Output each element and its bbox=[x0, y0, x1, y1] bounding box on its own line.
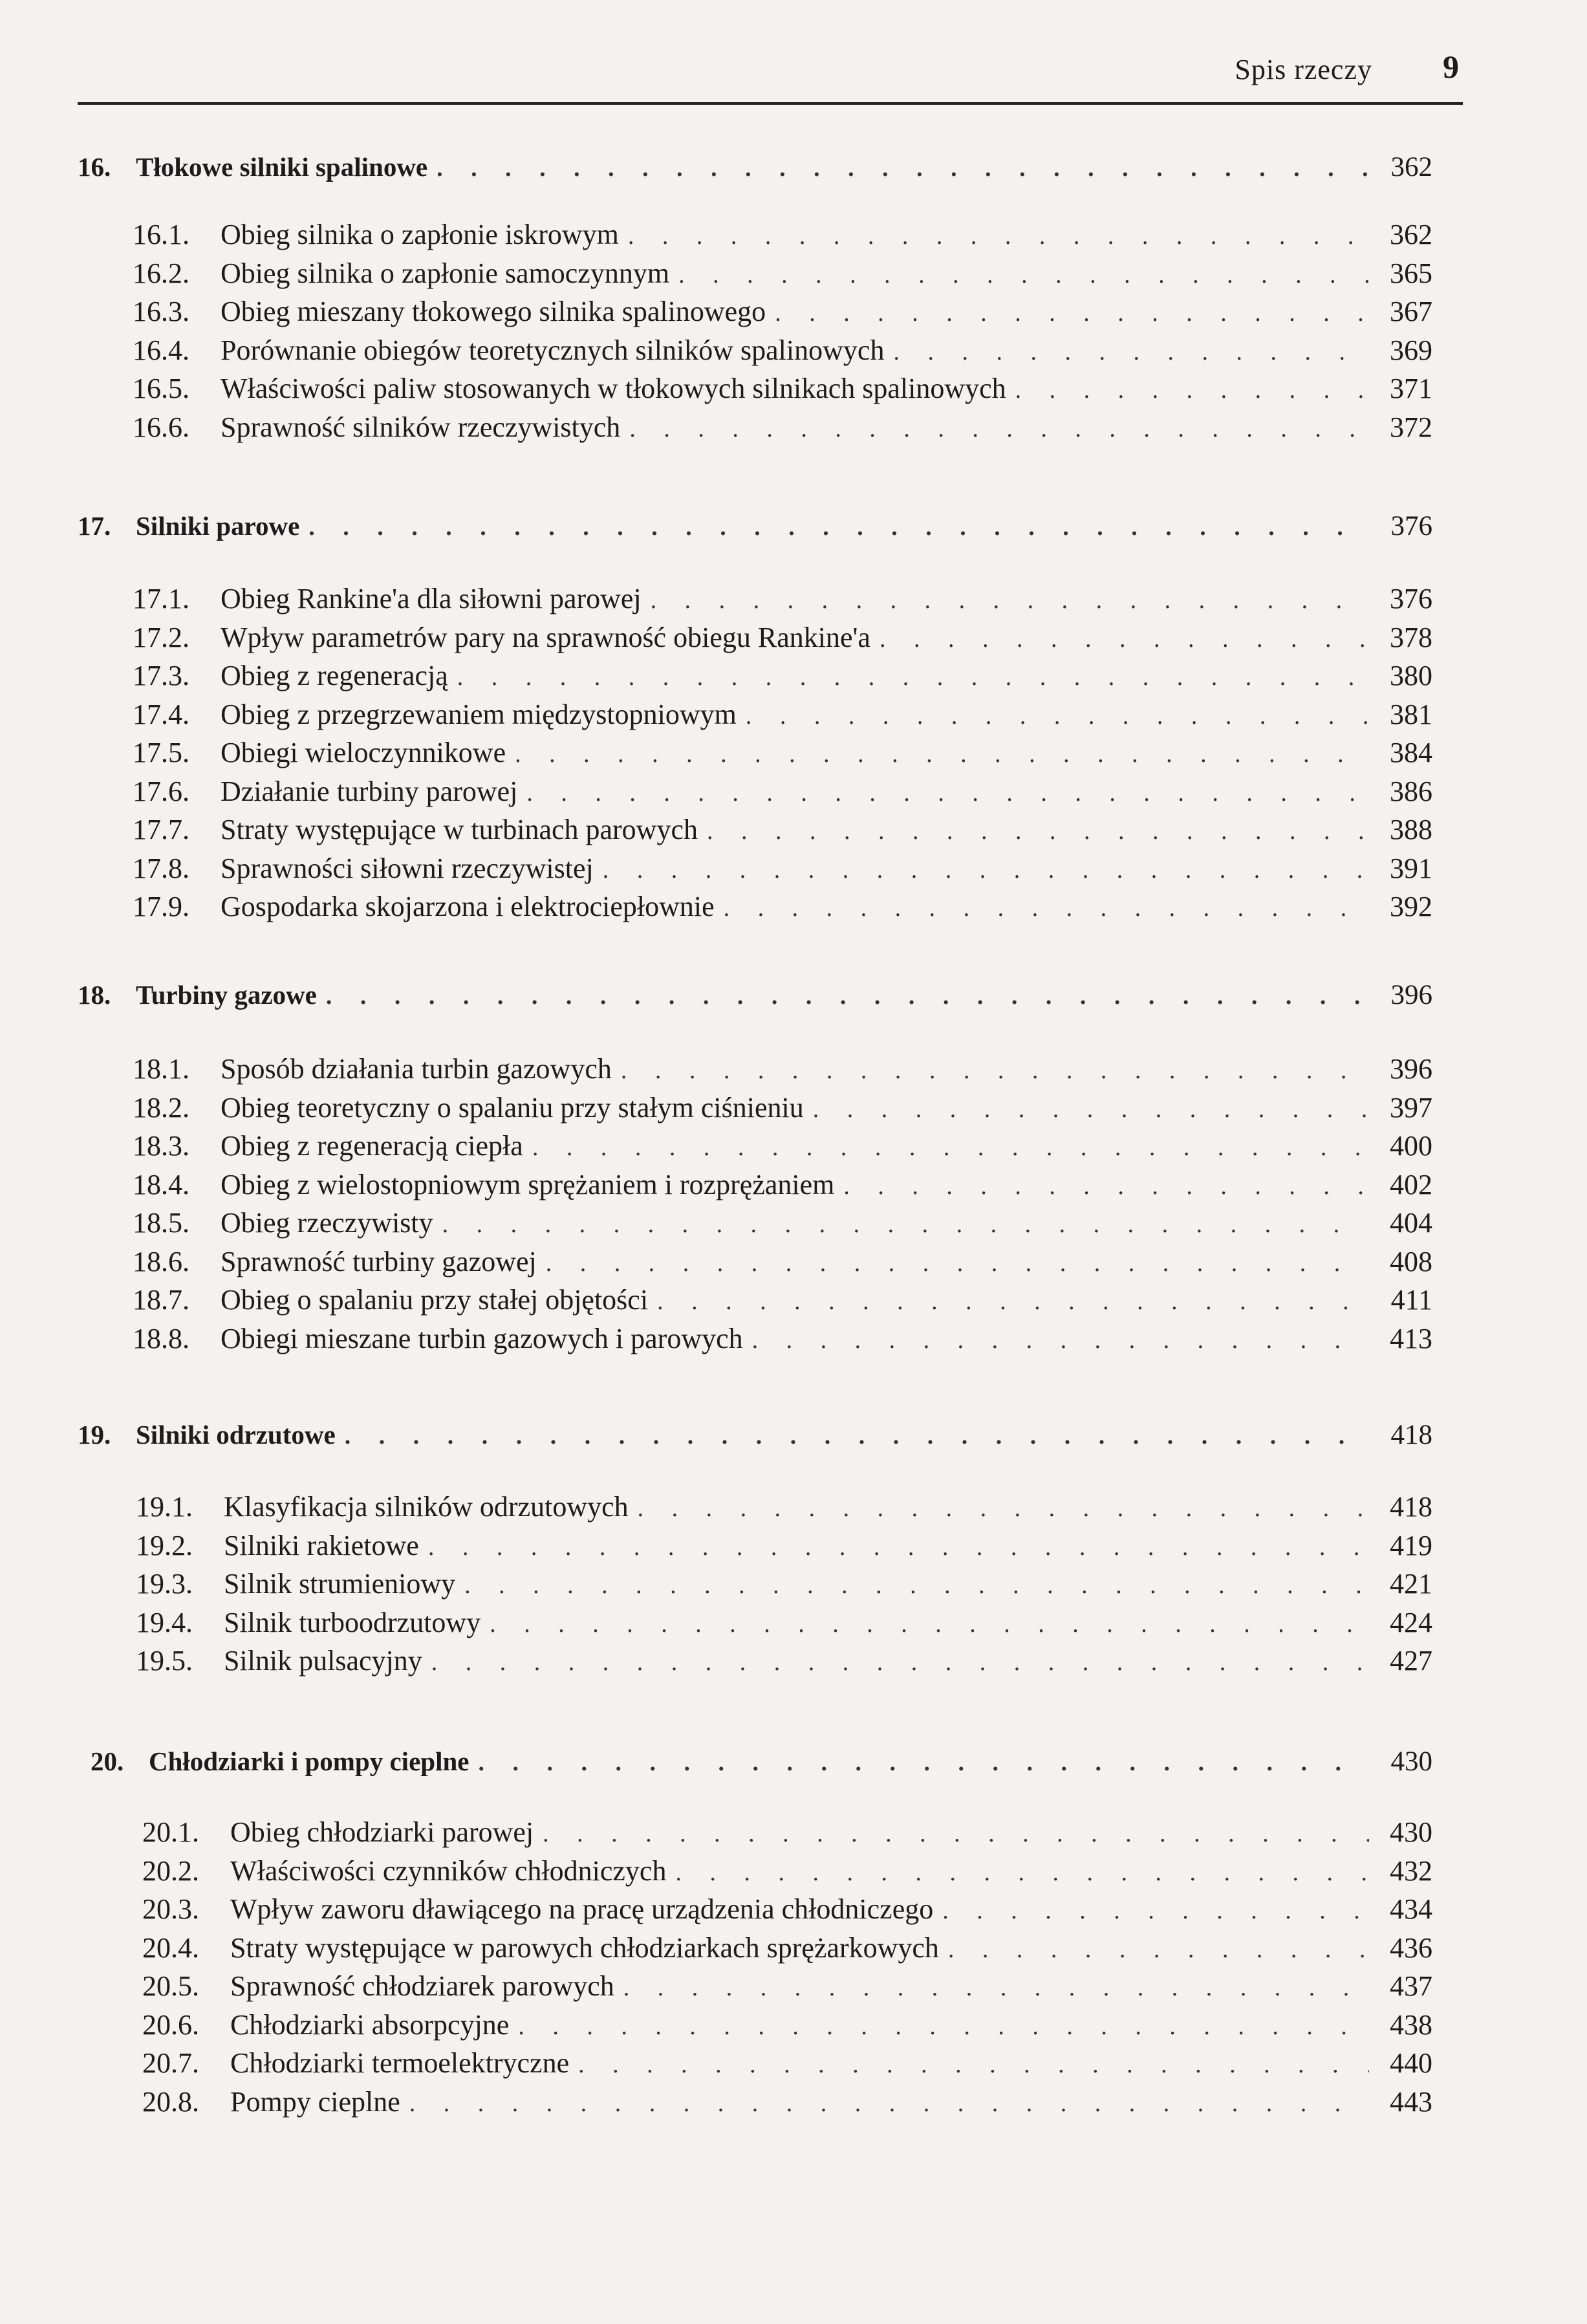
toc-section-page: 365 bbox=[1390, 257, 1432, 289]
toc-section bbox=[136, 1605, 1432, 1641]
toc-section-page: 437 bbox=[1390, 1970, 1432, 2002]
dot-leader bbox=[409, 2085, 1369, 2122]
toc-section-title: Działanie turbiny parowej bbox=[221, 776, 518, 807]
toc-section-number: 17.2. bbox=[133, 622, 189, 653]
dot-leader bbox=[578, 2047, 1369, 2083]
dot-leader bbox=[707, 813, 1369, 849]
dot-leader bbox=[457, 659, 1369, 695]
toc-section bbox=[133, 851, 1432, 887]
toc-chapter bbox=[78, 1417, 1432, 1453]
dot-leader bbox=[948, 1931, 1369, 1968]
toc-section-number: 17.8. bbox=[133, 852, 189, 884]
toc-section-number: 18.7. bbox=[133, 1284, 189, 1316]
toc-section bbox=[142, 2007, 1432, 2043]
dot-leader bbox=[893, 334, 1369, 370]
dot-leader bbox=[464, 1567, 1369, 1603]
dot-leader bbox=[813, 1091, 1369, 1127]
toc-section-number: 20.5. bbox=[142, 1970, 199, 2002]
toc-section-number: 16.2. bbox=[133, 257, 189, 289]
toc-section bbox=[133, 1167, 1432, 1203]
toc-chapter bbox=[78, 508, 1432, 544]
toc-chapter-title: Silniki odrzutowe bbox=[136, 1420, 336, 1450]
toc-section-page: 440 bbox=[1390, 2047, 1432, 2079]
toc-section-number: 20.3. bbox=[142, 1893, 199, 1925]
toc-section bbox=[136, 1528, 1432, 1564]
toc-section bbox=[133, 620, 1432, 656]
toc-section-page: 436 bbox=[1390, 1932, 1432, 1964]
toc-section-number: 19.2. bbox=[136, 1530, 193, 1561]
toc-section bbox=[142, 1968, 1432, 2004]
toc-chapter-page: 362 bbox=[1390, 152, 1432, 182]
dot-leader bbox=[752, 1322, 1369, 1358]
toc-section-title: Klasyfikacja silników odrzutowych bbox=[224, 1491, 629, 1523]
toc-section-number: 20.7. bbox=[142, 2047, 199, 2079]
toc-section-number: 16.1. bbox=[133, 219, 189, 250]
toc-section bbox=[133, 581, 1432, 617]
toc-section-title: Sprawność chłodziarek parowych bbox=[230, 1970, 614, 2002]
toc-section-page: 413 bbox=[1390, 1323, 1432, 1354]
dot-leader bbox=[942, 1893, 1369, 1929]
toc-section bbox=[133, 371, 1432, 407]
toc-chapter-page: 430 bbox=[1390, 1746, 1432, 1777]
toc-section-title: Silnik strumieniowy bbox=[224, 1568, 456, 1600]
dot-leader bbox=[623, 1970, 1369, 2006]
toc-section bbox=[133, 217, 1432, 253]
toc-section-number: 18.5. bbox=[133, 1207, 189, 1239]
toc-section-number: 18.1. bbox=[133, 1053, 189, 1085]
toc-section bbox=[142, 1853, 1432, 1889]
toc-section-page: 408 bbox=[1390, 1246, 1432, 1277]
toc-chapter bbox=[78, 149, 1432, 185]
dot-leader bbox=[442, 1206, 1369, 1243]
dot-leader bbox=[651, 582, 1369, 618]
toc-chapter-number: 17. bbox=[78, 511, 111, 541]
toc-section-page: 438 bbox=[1390, 2009, 1432, 2041]
dot-leader bbox=[515, 736, 1369, 772]
toc-section-page: 443 bbox=[1390, 2086, 1432, 2118]
dot-leader bbox=[326, 978, 1369, 1014]
toc-section-page: 362 bbox=[1390, 219, 1432, 250]
dot-leader bbox=[431, 1644, 1369, 1680]
toc-section-title: Obieg teoretyczny o spalaniu przy stałym ciśnieniu bbox=[221, 1092, 804, 1124]
toc-section-title: Obieg z wielostopniowym sprężaniem i rozprężaniem bbox=[221, 1169, 835, 1200]
toc-chapter-title: Turbiny gazowe bbox=[136, 980, 317, 1010]
toc-section bbox=[142, 1814, 1432, 1851]
toc-section-number: 17.1. bbox=[133, 583, 189, 614]
toc-section-number: 20.4. bbox=[142, 1932, 199, 1964]
toc-section bbox=[136, 1489, 1432, 1525]
toc-section-page: 369 bbox=[1390, 334, 1432, 366]
dot-leader bbox=[308, 509, 1369, 545]
toc-section-page: 402 bbox=[1390, 1169, 1432, 1200]
toc-section-title: Sposób działania turbin gazowych bbox=[221, 1053, 612, 1085]
dot-leader bbox=[746, 698, 1369, 734]
toc-section bbox=[133, 1282, 1432, 1318]
running-title: Spis rzeczy bbox=[1235, 54, 1372, 85]
toc-section-number: 19.5. bbox=[136, 1645, 193, 1677]
toc-chapter-page: 376 bbox=[1390, 511, 1432, 541]
toc-section-number: 18.3. bbox=[133, 1130, 189, 1162]
dot-leader bbox=[629, 411, 1369, 447]
toc-section-number: 16.4. bbox=[133, 334, 189, 366]
dot-leader bbox=[543, 1816, 1369, 1852]
toc-section-title: Obieg chłodziarki parowej bbox=[230, 1816, 534, 1848]
toc-chapter-page: 396 bbox=[1390, 980, 1432, 1010]
toc-section-number: 18.6. bbox=[133, 1246, 189, 1277]
dot-leader bbox=[638, 1490, 1369, 1526]
toc-section bbox=[133, 1051, 1432, 1087]
toc-section-page: 376 bbox=[1390, 583, 1432, 614]
dot-leader bbox=[345, 1418, 1369, 1454]
toc-section-title: Obiegi wieloczynnikowe bbox=[221, 737, 506, 768]
toc-section-page: 421 bbox=[1390, 1568, 1432, 1600]
toc-section-title: Silnik turboodrzutowy bbox=[224, 1607, 481, 1638]
toc-section-title: Pompy cieplne bbox=[230, 2086, 400, 2118]
toc-section-page: 367 bbox=[1390, 296, 1432, 327]
toc-section-page: 397 bbox=[1390, 1092, 1432, 1124]
toc-section-title: Obieg z regeneracją ciepła bbox=[221, 1130, 523, 1162]
toc-section-number: 20.8. bbox=[142, 2086, 199, 2118]
toc-chapter-number: 16. bbox=[78, 152, 111, 182]
toc-section-page: 434 bbox=[1390, 1893, 1432, 1925]
toc-section-title: Obieg silnika o zapłonie iskrowym bbox=[221, 219, 619, 250]
toc-section-number: 16.5. bbox=[133, 373, 189, 404]
dot-leader bbox=[880, 621, 1369, 657]
toc-section-number: 16.3. bbox=[133, 296, 189, 327]
toc-section-number: 18.2. bbox=[133, 1092, 189, 1124]
toc-section-number: 17.7. bbox=[133, 814, 189, 845]
toc-section bbox=[133, 697, 1432, 733]
toc-section-title: Straty występujące w turbinach parowych bbox=[221, 814, 698, 845]
toc-section bbox=[133, 774, 1432, 810]
dot-leader bbox=[603, 852, 1369, 888]
toc-section bbox=[133, 658, 1432, 694]
toc-section-title: Obieg silnika o zapłonie samoczynnym bbox=[221, 257, 670, 289]
toc-chapter-number: 18. bbox=[78, 980, 111, 1010]
toc-section-title: Obieg o spalaniu przy stałej objętości bbox=[221, 1284, 649, 1316]
toc-section bbox=[142, 1891, 1432, 1928]
toc-section-number: 19.1. bbox=[136, 1491, 193, 1523]
toc-section bbox=[133, 1244, 1432, 1280]
toc-section bbox=[133, 332, 1432, 369]
dot-leader bbox=[532, 1129, 1369, 1166]
toc-chapter bbox=[91, 1743, 1432, 1779]
dot-leader bbox=[1015, 372, 1369, 408]
toc-section bbox=[133, 255, 1432, 292]
toc-section-title: Obieg z przegrzewaniem międzystopniowym bbox=[221, 699, 737, 730]
toc-section-number: 17.6. bbox=[133, 776, 189, 807]
toc-section-page: 392 bbox=[1390, 891, 1432, 922]
toc-section-page: 418 bbox=[1390, 1491, 1432, 1523]
toc-section-page: 384 bbox=[1390, 737, 1432, 768]
toc-section-number: 18.8. bbox=[133, 1323, 189, 1354]
dot-leader bbox=[428, 1529, 1369, 1565]
running-header bbox=[78, 45, 1463, 105]
toc-section-page: 372 bbox=[1390, 411, 1432, 443]
toc-section-title: Obieg mieszany tłokowego silnika spalinowego bbox=[221, 296, 766, 327]
dot-leader bbox=[546, 1245, 1369, 1281]
toc-chapter-title: Silniki parowe bbox=[136, 511, 300, 541]
toc-section-number: 18.4. bbox=[133, 1169, 189, 1200]
toc-section-page: 380 bbox=[1390, 660, 1432, 691]
toc-section-title: Gospodarka skojarzona i elektrociepłownie bbox=[221, 891, 715, 922]
toc-section-title: Sprawność turbiny gazowej bbox=[221, 1246, 537, 1277]
toc-chapter-number: 20. bbox=[91, 1746, 124, 1776]
toc-section-page: 419 bbox=[1390, 1530, 1432, 1561]
toc-section-page: 386 bbox=[1390, 776, 1432, 807]
toc-section-page: 430 bbox=[1390, 1816, 1432, 1848]
toc-chapter-number: 19. bbox=[78, 1420, 111, 1450]
toc-section-title: Straty występujące w parowych chłodziarkach sprężarkowych bbox=[230, 1932, 939, 1964]
toc-section-title: Sprawność silników rzeczywistych bbox=[221, 411, 621, 443]
toc-section-number: 17.5. bbox=[133, 737, 189, 768]
dot-leader bbox=[621, 1052, 1369, 1089]
toc-section bbox=[133, 735, 1432, 771]
toc-section-title: Chłodziarki absorpcyjne bbox=[230, 2009, 510, 2041]
toc-section bbox=[133, 409, 1432, 446]
toc-section bbox=[133, 1090, 1432, 1126]
dot-leader bbox=[775, 295, 1369, 331]
toc-section-page: 388 bbox=[1390, 814, 1432, 845]
toc-section bbox=[142, 1930, 1432, 1966]
toc-section-title: Obieg Rankine'a dla siłowni parowej bbox=[221, 583, 642, 614]
toc-section bbox=[133, 294, 1432, 330]
toc-section-number: 17.9. bbox=[133, 891, 189, 922]
toc-section bbox=[142, 2084, 1432, 2120]
dot-leader bbox=[628, 218, 1369, 254]
page-number: 9 bbox=[1443, 49, 1459, 85]
toc-section-title: Porównanie obiegów teoretycznych silników spalinowych bbox=[221, 334, 885, 366]
dot-leader bbox=[675, 1854, 1369, 1891]
toc-chapter-page: 418 bbox=[1390, 1420, 1432, 1450]
toc-section-page: 404 bbox=[1390, 1207, 1432, 1239]
toc-section-number: 19.3. bbox=[136, 1568, 193, 1600]
toc-chapter-title: Tłokowe silniki spalinowe bbox=[136, 152, 428, 182]
dot-leader bbox=[478, 1744, 1369, 1781]
dot-leader bbox=[678, 257, 1369, 293]
toc-section-title: Obiegi mieszane turbin gazowych i parowych bbox=[221, 1323, 743, 1354]
toc-section bbox=[133, 812, 1432, 848]
toc-section-page: 411 bbox=[1390, 1284, 1432, 1316]
toc-section-number: 20.1. bbox=[142, 1816, 199, 1848]
toc-section-number: 17.3. bbox=[133, 660, 189, 691]
toc-section bbox=[133, 1321, 1432, 1357]
toc-section-number: 17.4. bbox=[133, 699, 189, 730]
dot-leader bbox=[518, 2008, 1369, 2045]
toc-section-number: 20.6. bbox=[142, 2009, 199, 2041]
toc-section-page: 424 bbox=[1390, 1607, 1432, 1638]
toc-section-title: Silnik pulsacyjny bbox=[224, 1645, 422, 1677]
dot-leader bbox=[526, 775, 1369, 811]
toc-section bbox=[142, 2045, 1432, 2081]
toc-section-title: Chłodziarki termoelektryczne bbox=[230, 2047, 570, 2079]
toc-section-title: Obieg z regeneracją bbox=[221, 660, 448, 691]
toc-section-page: 400 bbox=[1390, 1130, 1432, 1162]
dot-leader bbox=[724, 890, 1369, 926]
toc-section-title: Sprawności siłowni rzeczywistej bbox=[221, 852, 594, 884]
toc-section-page: 371 bbox=[1390, 373, 1432, 404]
toc-chapter-title: Chłodziarki i pompy cieplne bbox=[149, 1746, 470, 1776]
toc-section-number: 19.4. bbox=[136, 1607, 193, 1638]
dot-leader bbox=[843, 1168, 1369, 1204]
toc-section-page: 396 bbox=[1390, 1053, 1432, 1085]
toc-section-page: 378 bbox=[1390, 622, 1432, 653]
dot-leader bbox=[490, 1606, 1369, 1642]
toc-section-title: Właściwości czynników chłodniczych bbox=[230, 1855, 667, 1887]
toc-section bbox=[136, 1643, 1432, 1679]
dot-leader bbox=[437, 150, 1369, 186]
toc-section bbox=[133, 889, 1432, 925]
toc-section-number: 16.6. bbox=[133, 411, 189, 443]
toc-section-page: 381 bbox=[1390, 699, 1432, 730]
toc-section bbox=[136, 1566, 1432, 1602]
toc-section-number: 20.2. bbox=[142, 1855, 199, 1887]
toc-section-title: Wpływ zaworu dławiącego na pracę urządzenia chłodniczego bbox=[230, 1893, 934, 1925]
toc-chapter bbox=[78, 977, 1432, 1013]
toc-section-title: Właściwości paliw stosowanych w tłokowych silnikach spalinowych bbox=[221, 373, 1006, 404]
toc-section-page: 427 bbox=[1390, 1645, 1432, 1677]
dot-leader bbox=[657, 1283, 1369, 1319]
toc-section-page: 432 bbox=[1390, 1855, 1432, 1887]
toc-section-title: Silniki rakietowe bbox=[224, 1530, 419, 1561]
toc-section bbox=[133, 1205, 1432, 1241]
toc-section-page: 391 bbox=[1390, 852, 1432, 884]
toc-section-title: Obieg rzeczywisty bbox=[221, 1207, 433, 1239]
toc-section bbox=[133, 1128, 1432, 1164]
toc-section-title: Wpływ parametrów pary na sprawność obiegu Rankine'a bbox=[221, 622, 870, 653]
